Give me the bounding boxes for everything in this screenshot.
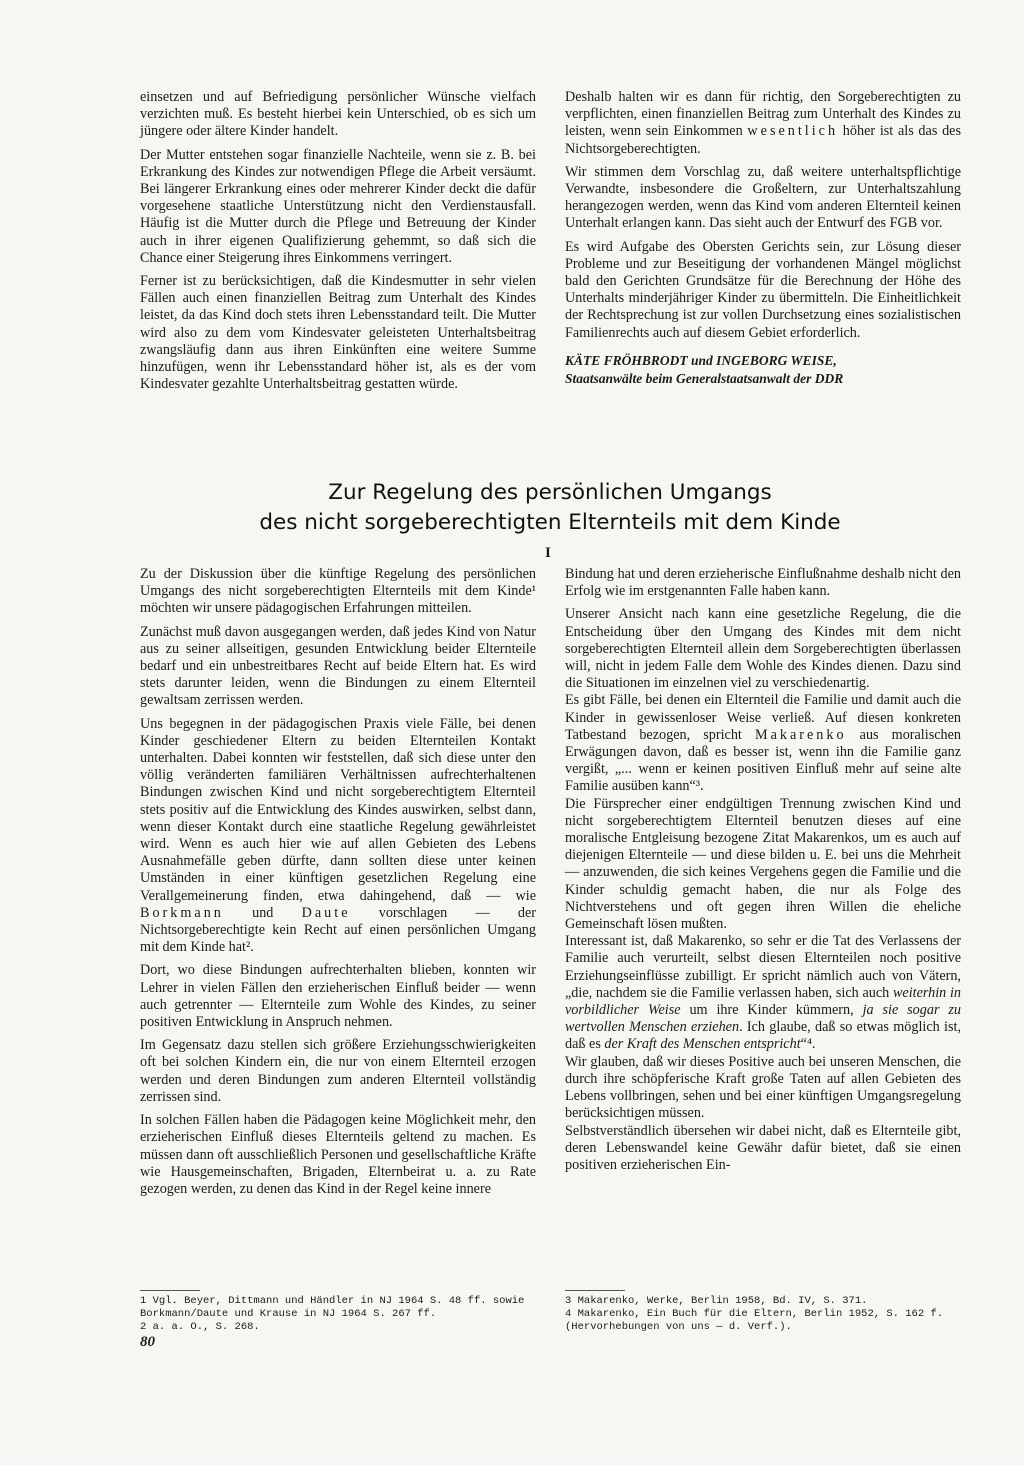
- top-left-column: [140, 89, 536, 399]
- paragraph: Wir glauben, daß wir dieses Positive auch bei unseren Menschen, die durch ihre schöpferische Kraft große Taten auf allen Gebieten des Lebens vollbringen, sehen und bei einer künftigen Umgangsregelung berücksichtigen müssen.: [565, 1053, 961, 1122]
- text-run: Interessant ist, daß Makarenko, so sehr er die Tat des Verlassens der Familie auch verurteilt, selbst diesen Elternteilen noch positive Erziehungseinflüsse zubilligt. Er spricht nämlich auch von Vätern, „die, nachdem sie die Familie verlassen haben, sich auch: [565, 933, 961, 1001]
- headline-line-2: des nicht sorgeberechtigten Elternteils mit dem Kinde: [259, 510, 841, 535]
- paragraph: Zu der Diskussion über die künftige Regelung des persönlichen Umgangs des nicht sorgeberechtigten Elternteils mit dem Kinde¹ möchten wir unsere pädagogischen Erfahrungen mitteilen.: [140, 566, 536, 617]
- text-run: “⁴.: [800, 1036, 816, 1053]
- paragraph: Zunächst muß davon ausgegangen werden, daß jedes Kind von Natur aus zu seiner allseitigen, gesunden Entwicklung beider Elternteile bedarf und ein unbestreitbares Recht auf beide Eltern hat. Es wird stets darunter leiden, wenn die Bindungen zu einem Elternteil gewaltsam zerrissen werden.: [140, 623, 536, 709]
- footnotes-right: [565, 1295, 961, 1334]
- body-left-column: [140, 566, 536, 1198]
- emphasis: ja sie sogar zu wertvollen Menschen erziehen: [565, 1002, 961, 1036]
- footnotes-left: [140, 1295, 536, 1334]
- page-number: 80: [140, 1334, 155, 1350]
- footnote-rule: [565, 1290, 625, 1291]
- paragraph: Die Fürsprecher einer endgültigen Trennung zwischen Kind und nicht sorgeberechtigtem Elternteil benutzen dieses auf eine moralische Entgleisung bezogene Zitat Makarenkos, um es auch auf diejenigen Elternteile — und diese bilden u. E. bei uns die Mehrheit — anzuwenden, die sich keines Vergehens gegen die Familie und die Kinder schuldig gemacht haben, die nur als Folge des Nichtverstehens und oft gegen ihren Willen die eheliche Gemeinschaft lösen mußten.: [565, 795, 961, 933]
- body-right-column: [565, 566, 961, 1174]
- text-run: aus moralischen Erwägungen davon, daß es besser ist, wenn ihn die Familie ganz vergißt, „... wenn er keinen positiven Einfluß mehr auf seine alte Familie ausüben kann“³.: [565, 726, 961, 795]
- text-run: um ihre Kinder kümmern,: [680, 1002, 863, 1019]
- text-run: Uns begegnen in der pädagogischen Praxis viele Fälle, bei denen Kinder geschiedener Eltern zu beiden Elternteilen Kontakt unterhalten. Dabei konnten wir feststellen, daß sich diese unter den völlig veränderten familiären Verhältnissen aufrechterhaltenen Bindungen zwischen Kind und nicht sorgeberechtigtem Elternteil stets positiv auf die Entwicklung des Kindes auswirken, selbst dann, wenn dieser Kontakt durch eine staatliche Regelung gewährleistet wird. Wenn es auch hier wie auf allen Gebieten des Lebens Ausnahmefälle geben dürfte, dann sollten diese unter keinen Umständen in einer künftigen gesetzlichen Regelung eine Verallgemeinerung finden, etwa dahingehend, daß — wie: [140, 715, 536, 904]
- footnote: 4 Makarenko, Ein Buch für die Eltern, Berlin 1952, S. 162 f. (Hervorhebungen von uns — d. Verf.).: [565, 1308, 944, 1333]
- paragraph: einsetzen und auf Befriedigung persönlicher Wünsche vielfach verzichten muß. Es besteht hierbei kein Unterschied, ob es sich um jüngere oder ältere Kinder handelt.: [140, 89, 536, 140]
- text-run: vorschlagen — der Nichtsorgeberechtigte kein Recht auf einen persönlichen Umgang mit dem Kinde hat².: [140, 904, 537, 956]
- footnote-rule: [140, 1290, 200, 1291]
- paragraph: Der Mutter entstehen sogar finanzielle Nachteile, wenn sie z. B. bei Erkrankung des Kindes zur notwendigen Pflege die Arbeit versäumt. Bei längerer Erkrankung eines oder mehrerer Kinder deckt die dafür vorgesehene staatliche Unterstützung nicht den Verdienstausfall. Häufig ist die Mutter durch die Pflege und Betreuung der Kinder auch in ihrer eigenen Qualifizierung gehemmt, so daß sich die Chance einer Steigerung ihres Einkommens verringert.: [140, 146, 536, 266]
- author-role: Staatsanwälte beim Generalstaatsanwalt der DDR: [565, 370, 844, 386]
- paragraph: [565, 89, 961, 158]
- text-run: Deshalb halten wir es dann für richtig, den Sorgeberechtigten zu verpflichten, einen finanziellen Beitrag zum Unterhalt des Kindes zu leisten, wenn sein Einkommen: [565, 89, 961, 140]
- author-names: KÄTE FRÖHBRODT und INGEBORG WEISE,: [565, 352, 837, 368]
- paragraph: Unserer Ansicht nach kann eine gesetzliche Regelung, die die Entscheidung über den Umgang des Kindes mit dem nicht sorgeberechtigten Elternteil allein dem Sorgeberechtigten überlassen will, nicht in jedem Falle dem Wohle des Kindes dienen. Dazu sind die Situationen im einzelnen viel zu verschiedenartig.: [565, 606, 961, 692]
- paragraph: Ferner ist zu berücksichtigen, daß die Kindesmutter in sehr vielen Fällen auch einen finanziellen Beitrag zum Unterhalt des Kindes leistet, da das Kind doch stets ihren Lebensstandard teilt. Die Mutter wird also zu dem vom Kindesvater geleisteten Unterhaltsbeitrag zwangsläufig dann aus ihren Einkünften eine weitere Summe hinzufügen, wenn ihr Lebensstandard höher ist, als es der vom Kindesvater gezahlte Unterhaltsbeitrag gestatten würde.: [140, 273, 536, 393]
- paragraph: Selbstverständlich übersehen wir dabei nicht, daß es Elternteile gibt, deren Lebenswandel keine Gewähr dafür bietet, daß sie einen positiven erzieherischen Ein-: [565, 1122, 961, 1173]
- paragraph: [140, 716, 536, 957]
- paragraph: In solchen Fällen haben die Pädagogen keine Möglichkeit mehr, den erzieherischen Einfluß dieses Elternteils geltend zu machen. Es müssen dann oft ausschließlich Personen und gesellschaftliche Kräfte wie Hausgemeinschaften, Brigaden, Elternbeirat u. a. zu Rate gezogen werden, zu denen das Kind in der Regel keine innere: [140, 1112, 536, 1197]
- paragraph: [565, 933, 961, 1053]
- paragraph: Im Gegensatz dazu stellen sich größere Erziehungsschwierigkeiten oft bei solchen Kindern ein, die nur von einem Elternteil erzogen werden und deren Bindungen zum anderen Elternteil vollständig zerrissen sind.: [140, 1037, 536, 1105]
- headline-line-1: Zur Regelung des persönlichen Umgangs: [328, 480, 772, 505]
- section-number: I: [545, 545, 551, 561]
- paragraph: Dort, wo diese Bindungen aufrechterhalten blieben, konnten wir Lehrer in vielen Fällen den erzieherischen Einfluß beider — wenn auch getrennter — Elternteile zum Wohle des Kindes, zu seiner positiven Entwicklung in Anspruch nehmen.: [140, 962, 536, 1031]
- spaced-name: Daute: [301, 904, 351, 921]
- spaced-name: Borkmann: [140, 904, 224, 921]
- paragraph: Wir stimmen dem Vorschlag zu, daß weitere unterhaltspflichtige Verwandte, insbesondere die Großeltern, zur Unterhaltszahlung herangezogen werden, wenn das Kind vom anderen Elternteil keinen Unterhalt erlangen kann. Das sieht auch der Entwurf des FGB vor.: [565, 163, 961, 232]
- paragraph: [565, 692, 961, 795]
- spaced-emphasis: wesentlich: [747, 123, 839, 140]
- spaced-name: Makarenko: [754, 726, 847, 743]
- footnote: 2 a. a. O., S. 268.: [140, 1321, 260, 1333]
- text-run: Es gibt Fälle, bei denen ein Elternteil die Familie und damit auch die Kinder in gewissenloser Weise verließ. Auf diesen konkreten Tatbestand bezogen, spricht: [565, 692, 961, 743]
- emphasis: der Kraft des Menschen entspricht: [604, 1036, 801, 1053]
- text-run: höher ist als das des Nichtsorgeberechtigten.: [565, 123, 961, 157]
- text-run: . Ich glaube, daß so etwas möglich ist, daß es: [565, 1019, 961, 1053]
- footnote: 1 Vgl. Beyer, Dittmann und Händler in NJ 1964 S. 48 ff. sowie Borkmann/Daute und Krause in NJ 1964 S. 267 ff.: [140, 1295, 525, 1320]
- footnote: 3 Makarenko, Werke, Berlin 1958, Bd. IV, S. 371.: [565, 1295, 868, 1307]
- emphasis: weiterhin in vorbildlicher Weise: [565, 984, 962, 1019]
- top-right-column: [565, 89, 961, 388]
- text-run: und: [223, 904, 302, 921]
- author-signature: [565, 352, 961, 388]
- paragraph: Es wird Aufgabe des Obersten Gerichts sein, zur Lösung dieser Probleme und zur Beseitigung der vorhandenen Mängel möglichst bald den Gerichten Grundsätze für die Berechnung der Höhe des Unterhalts minderjähriger Kinder zu übermitteln. Die Einheitlichkeit der Rechtsprechung ist zur vollen Durchsetzung eines sozialistischen Familienrechts auch auf diesem Gebiet erforderlich.: [565, 238, 961, 341]
- article-headline: [140, 478, 960, 538]
- paragraph: Bindung hat und deren erzieherische Einflußnahme deshalb nicht den Erfolg wie im erstgenannten Falle haben kann.: [565, 566, 961, 600]
